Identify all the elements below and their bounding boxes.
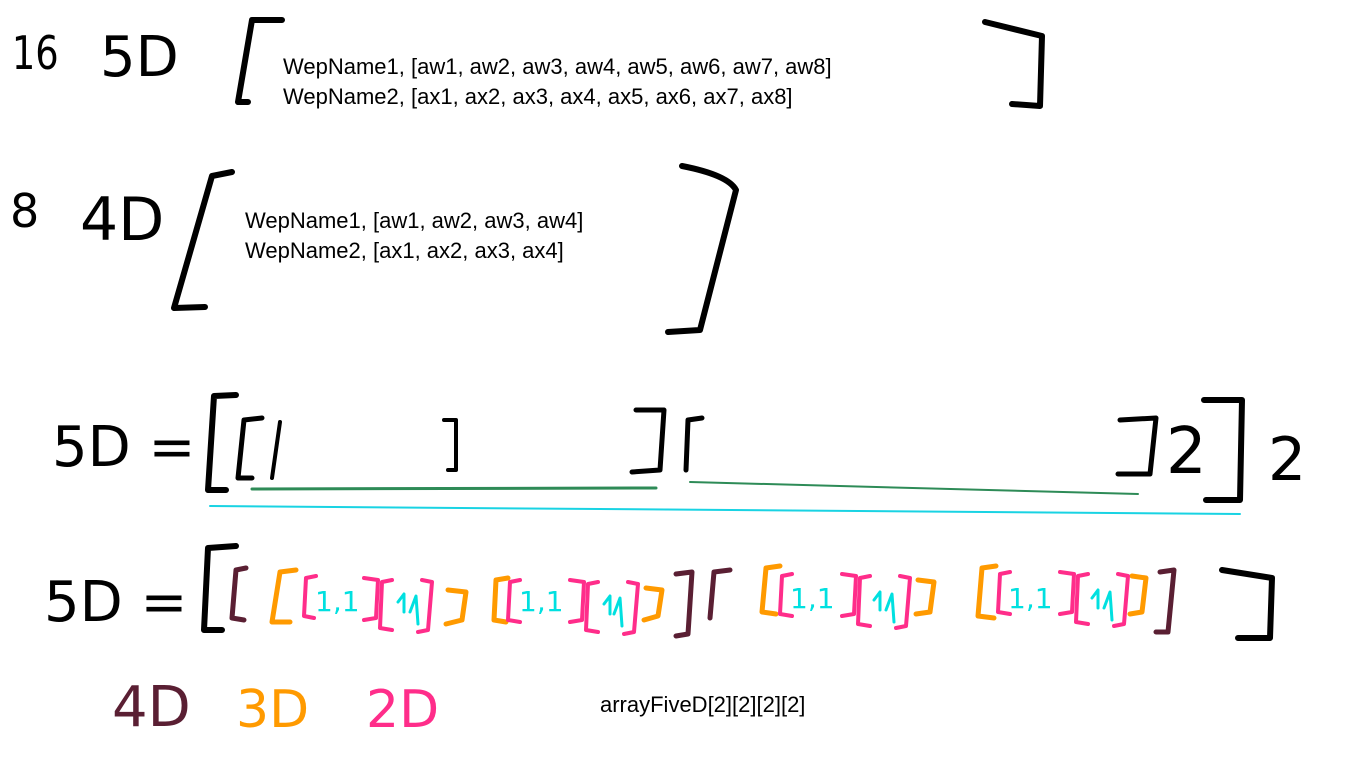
mid-close-bracket-2	[1118, 418, 1156, 474]
cell-1d	[614, 598, 622, 626]
bracket-3d	[1130, 576, 1146, 614]
weapon-line-1: WepName1, [aw1, aw2, aw3, aw4]	[245, 208, 584, 233]
cell-1d	[410, 596, 418, 624]
equation-label-5d-nested: 5D =	[44, 570, 188, 635]
open-bracket	[174, 172, 232, 308]
close-bracket	[668, 166, 736, 332]
bracket-3d	[978, 566, 996, 618]
bracket-3d	[916, 580, 934, 614]
bracket-3d	[762, 566, 780, 614]
bracket-3d	[494, 578, 508, 622]
mid-open-bracket	[238, 418, 262, 478]
bracket-4d	[1156, 570, 1174, 632]
outer-close-bracket	[1204, 400, 1242, 500]
count-8: 8	[10, 184, 40, 238]
equation-label-5d: 5D =	[52, 415, 196, 480]
bracket-2d	[1114, 574, 1128, 626]
legend-4d: 4D	[112, 675, 191, 740]
bracket-3d	[446, 590, 466, 624]
weapon-line-2: WepName2, [ax1, ax2, ax3, ax4]	[245, 238, 564, 263]
bracket-2d	[624, 582, 638, 634]
cell-2d: 1,1	[1008, 582, 1053, 615]
bracket-2d	[586, 582, 598, 632]
bracket-2d	[1060, 572, 1074, 614]
inner-close-bracket	[444, 420, 456, 470]
cell-1d	[886, 594, 894, 622]
inner-count-2: 2	[1166, 415, 1207, 489]
legend-2d: 2D	[366, 680, 440, 740]
bracket-2d	[508, 580, 520, 622]
weapon-line-2: WepName2, [ax1, ax2, ax3, ax4, ax5, ax6, ax7, ax8]	[283, 84, 793, 109]
bracket-2d	[1076, 574, 1088, 624]
bracket-2d	[998, 572, 1010, 614]
bracket-2d	[418, 580, 432, 632]
outer-open-bracket	[208, 395, 236, 490]
bracket-2d	[842, 574, 856, 616]
cell-2d: 1,1	[315, 585, 360, 618]
open-bracket	[238, 20, 282, 102]
dim-label-4d: 4D	[80, 185, 165, 255]
dim-label-5d: 5D	[100, 25, 179, 90]
bracket-2d	[570, 580, 584, 622]
array-caption: arrayFiveD[2][2][2][2]	[600, 692, 806, 717]
close-bracket	[985, 22, 1042, 106]
bracket-4d	[676, 572, 692, 636]
bracket-3d	[644, 588, 662, 620]
cell-1d	[874, 592, 880, 610]
arrow-inner-2	[690, 482, 1138, 494]
bracket-4d	[232, 568, 246, 620]
outer-close-bracket-5d	[1222, 570, 1272, 638]
bracket-2d	[364, 578, 378, 620]
bracket-2d	[780, 574, 792, 616]
count-16: 16	[11, 26, 59, 80]
arrow-outer	[210, 506, 1240, 514]
bracket-2d	[896, 576, 910, 628]
mid-close-bracket	[632, 410, 664, 472]
bracket-2d	[380, 580, 392, 630]
cell-1d	[1092, 590, 1098, 608]
cell-1d	[604, 596, 610, 614]
bracket-3d	[272, 570, 296, 622]
weapon-line-1: WepName1, [aw1, aw2, aw3, aw4, aw5, aw6, aw7, aw8]	[283, 54, 832, 79]
mid-open-bracket-2	[686, 418, 702, 470]
inner-open-bracket	[272, 422, 280, 478]
arrow-inner-1	[252, 488, 656, 489]
bracket-2d	[304, 576, 316, 618]
cell-2d: 1,1	[790, 582, 835, 615]
bracket-2d	[858, 576, 870, 626]
legend-3d: 3D	[236, 680, 310, 740]
cell-1d	[398, 594, 404, 612]
outer-count-2: 2	[1268, 425, 1307, 495]
cell-2d: 1,1	[519, 585, 564, 618]
cell-1d	[1104, 592, 1112, 620]
bracket-4d	[710, 570, 730, 618]
